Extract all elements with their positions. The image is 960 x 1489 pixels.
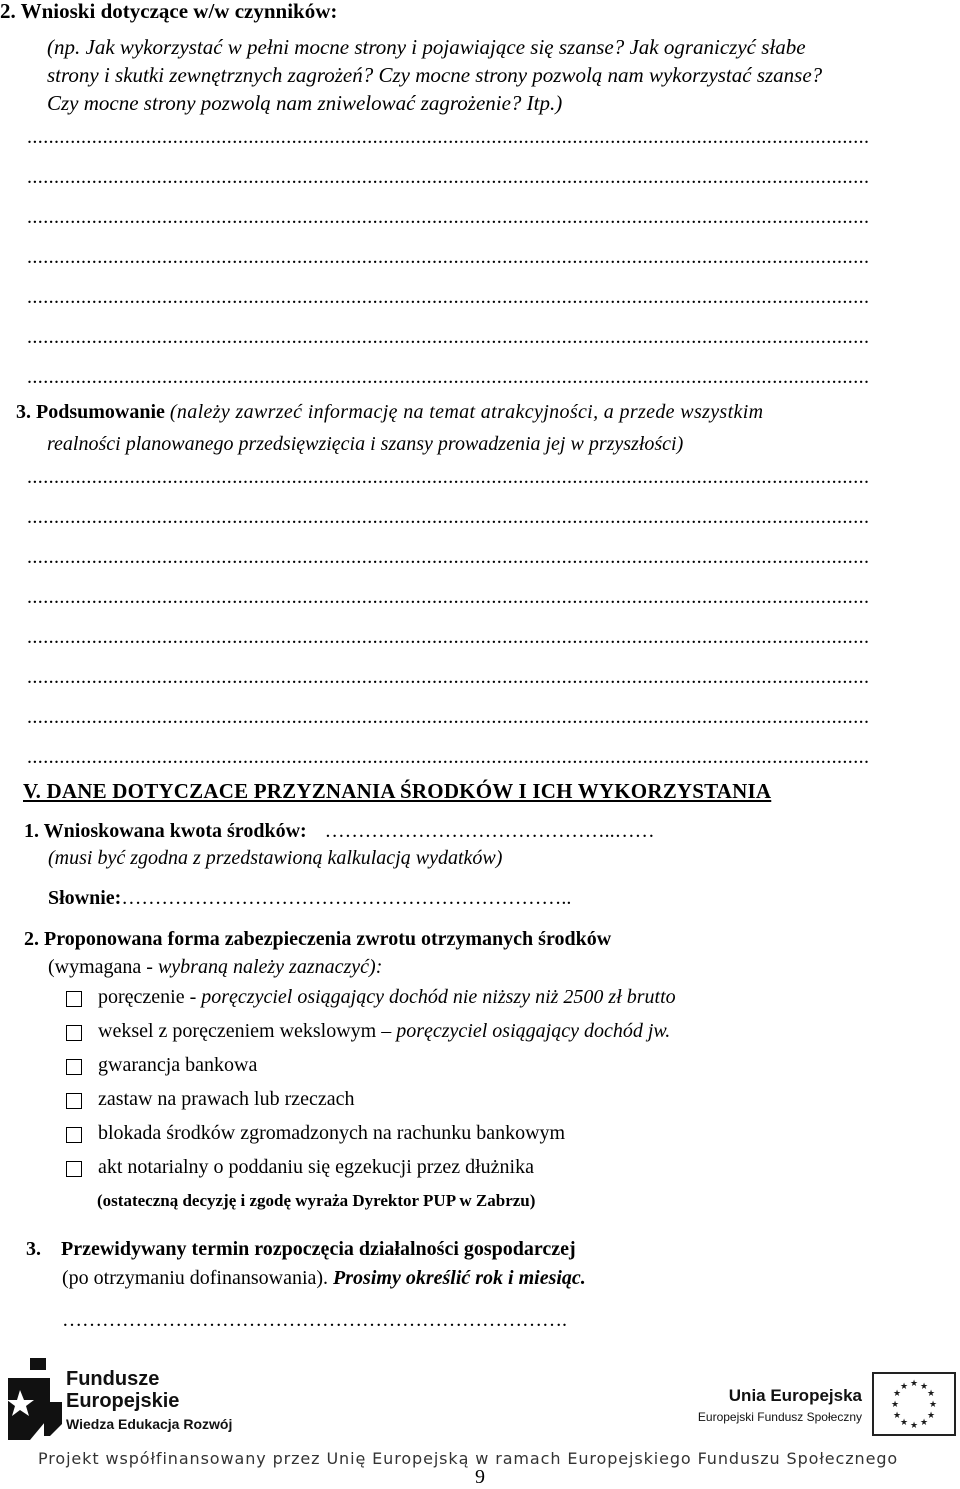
section-2-line-1: (np. Jak wykorzystać w pełni mocne strony i pojawiające się szanse? Jak ograniczyć słabe <box>47 35 806 59</box>
answer-line[interactable]: ............................................................................................................................................................ <box>27 246 870 268</box>
option-notarial-deed: akt notarialny o poddaniu się egzekucji przez dłużnika <box>98 1156 534 1178</box>
option-guarantee: poręczenie - poręczyciel osiągający dochód nie niższy niż 2500 zł brutto <box>98 986 676 1008</box>
requested-amount-note: (musi być zgodna z przedstawioną kalkulacją wydatków) <box>48 847 503 869</box>
svg-text:★: ★ <box>926 1411 936 1421</box>
svg-text:★: ★ <box>890 1400 900 1410</box>
amount-in-words-row <box>48 886 571 911</box>
checkbox-bank-guarantee[interactable] <box>66 1059 82 1075</box>
requested-amount-row <box>24 819 655 844</box>
answer-line[interactable]: ............................................................................................................................................................ <box>27 286 870 308</box>
svg-text:★: ★ <box>919 1418 929 1428</box>
option-promissory-note: weksel z poręczeniem wekslowym – poręczyciel osiągający dochód jw. <box>98 1020 671 1042</box>
section-2-line-2: strony i skutki zewnętrznych zagrożeń? Czy mocne strony pozwolą nam wykorzystać szanse? <box>47 63 823 87</box>
checkbox-guarantee[interactable] <box>66 991 82 1007</box>
answer-line[interactable]: ............................................................................................................................................................ <box>27 506 870 528</box>
svg-text:★: ★ <box>928 1400 938 1410</box>
section-3-title: Podsumowanie <box>36 401 165 423</box>
answer-line[interactable]: ............................................................................................................................................................ <box>27 206 870 228</box>
amount-in-words-field[interactable]: ………………………………………………………….. <box>121 887 572 909</box>
part-v-heading: V. DANE DOTYCZACE PRZYZNANIA ŚRODKÓW I ICH WYKORZYSTANIA <box>23 779 772 803</box>
option-account-blockade: blokada środków zgromadzonych na rachunku bankowym <box>98 1122 566 1144</box>
checkbox-promissory-note[interactable] <box>66 1025 82 1041</box>
fundusze-europejskie-logo <box>6 1356 246 1440</box>
section-3-number: 3. <box>16 401 31 423</box>
answer-line[interactable]: ............................................................................................................................................................ <box>27 586 870 608</box>
unia-europejska-logo <box>686 1372 954 1436</box>
section-2-heading: 2. Wnioski dotyczące w/w czynników: <box>0 0 338 23</box>
fe-logo-line-2: Europejskie <box>66 1390 180 1412</box>
fe-logo-line-3: Wiedza Edukacja Rozwój <box>66 1416 233 1432</box>
answer-line[interactable]: ............................................................................................................................................................ <box>27 166 870 188</box>
option-pledge: zastaw na prawach lub rzeczach <box>98 1088 355 1110</box>
security-form-subtitle-a: (wymagana - <box>48 956 158 978</box>
amount-in-words-label: Słownie: <box>48 887 122 909</box>
security-form-subtitle <box>48 955 382 980</box>
section-3-heading <box>16 400 763 425</box>
start-date-subtitle-a: (po otrzymaniu dofinansowania). <box>62 1267 334 1289</box>
eu-logo-line-2: Europejski Fundusz Społeczny <box>697 1410 862 1424</box>
security-form-subtitle-b: wybraną należy zaznaczyć): <box>157 956 383 978</box>
section-3-desc-2: realności planowanego przedsięwzięcia i szansy prowadzenia jej w przyszłości) <box>47 433 684 455</box>
answer-line[interactable]: ............................................................................................................................................................ <box>27 326 870 348</box>
start-date-subtitle-b: Prosimy określić rok i miesiąc. <box>333 1267 586 1289</box>
checkbox-notarial-deed[interactable] <box>66 1161 82 1177</box>
svg-text:★: ★ <box>899 1382 909 1392</box>
eu-flag-icon <box>872 1372 956 1436</box>
svg-text:★: ★ <box>909 1379 919 1389</box>
svg-text:★: ★ <box>899 1418 909 1428</box>
fe-logo-line-1: Fundusze <box>66 1368 160 1390</box>
svg-text:★: ★ <box>926 1389 936 1399</box>
start-date-number: 3. <box>26 1238 41 1260</box>
eu-logo-line-1: Unia Europejska <box>728 1386 862 1405</box>
fe-star-emblem-icon <box>6 1356 62 1440</box>
svg-text:★: ★ <box>892 1389 902 1399</box>
start-date-subtitle <box>62 1266 586 1291</box>
svg-text:★: ★ <box>892 1411 902 1421</box>
answer-line[interactable]: ............................................................................................................................................................ <box>27 126 870 148</box>
security-form-title: 2. Proponowana forma zabezpieczenia zwrotu otrzymanych środków <box>24 928 612 950</box>
start-date-field[interactable]: …………………………………………………………………. <box>62 1309 567 1331</box>
answer-line[interactable]: ............................................................................................................................................................ <box>27 466 870 488</box>
requested-amount-field[interactable]: ……………………………………..…… <box>324 820 655 842</box>
answer-line[interactable]: ............................................................................................................................................................ <box>27 546 870 568</box>
answer-line[interactable]: ............................................................................................................................................................ <box>27 626 870 648</box>
checkbox-account-blockade[interactable] <box>66 1127 82 1143</box>
checkbox-pledge[interactable] <box>66 1093 82 1109</box>
svg-text:★: ★ <box>919 1382 929 1392</box>
page-number: 9 <box>475 1466 485 1488</box>
answer-line[interactable]: ............................................................................................................................................................ <box>27 746 870 768</box>
final-decision-note: (ostateczną decyzję i zgodę wyraża Dyrektor PUP w Zabrzu) <box>97 1191 536 1210</box>
section-3-desc-1: (należy zawrzeć informację na temat atrakcyjności, a przede wszystkim <box>169 401 764 423</box>
requested-amount-label: 1. Wnioskowana kwota środków: <box>24 820 307 842</box>
start-date-title: Przewidywany termin rozpoczęcia działalności gospodarczej <box>61 1238 576 1260</box>
answer-line[interactable]: ............................................................................................................................................................ <box>27 666 870 688</box>
option-bank-guarantee: gwarancja bankowa <box>98 1054 258 1076</box>
project-cofinancing-note: Projekt współfinansowany przez Unię Europejską w ramach Europejskiego Funduszu Społecznego <box>38 1449 899 1468</box>
answer-line[interactable]: ............................................................................................................................................................ <box>27 706 870 728</box>
answer-line[interactable]: ............................................................................................................................................................ <box>27 366 870 388</box>
start-date-heading <box>26 1237 576 1262</box>
svg-text:★: ★ <box>909 1421 919 1431</box>
section-2-line-3: Czy mocne strony pozwolą nam zniwelować zagrożenie? Itp.) <box>47 91 563 115</box>
